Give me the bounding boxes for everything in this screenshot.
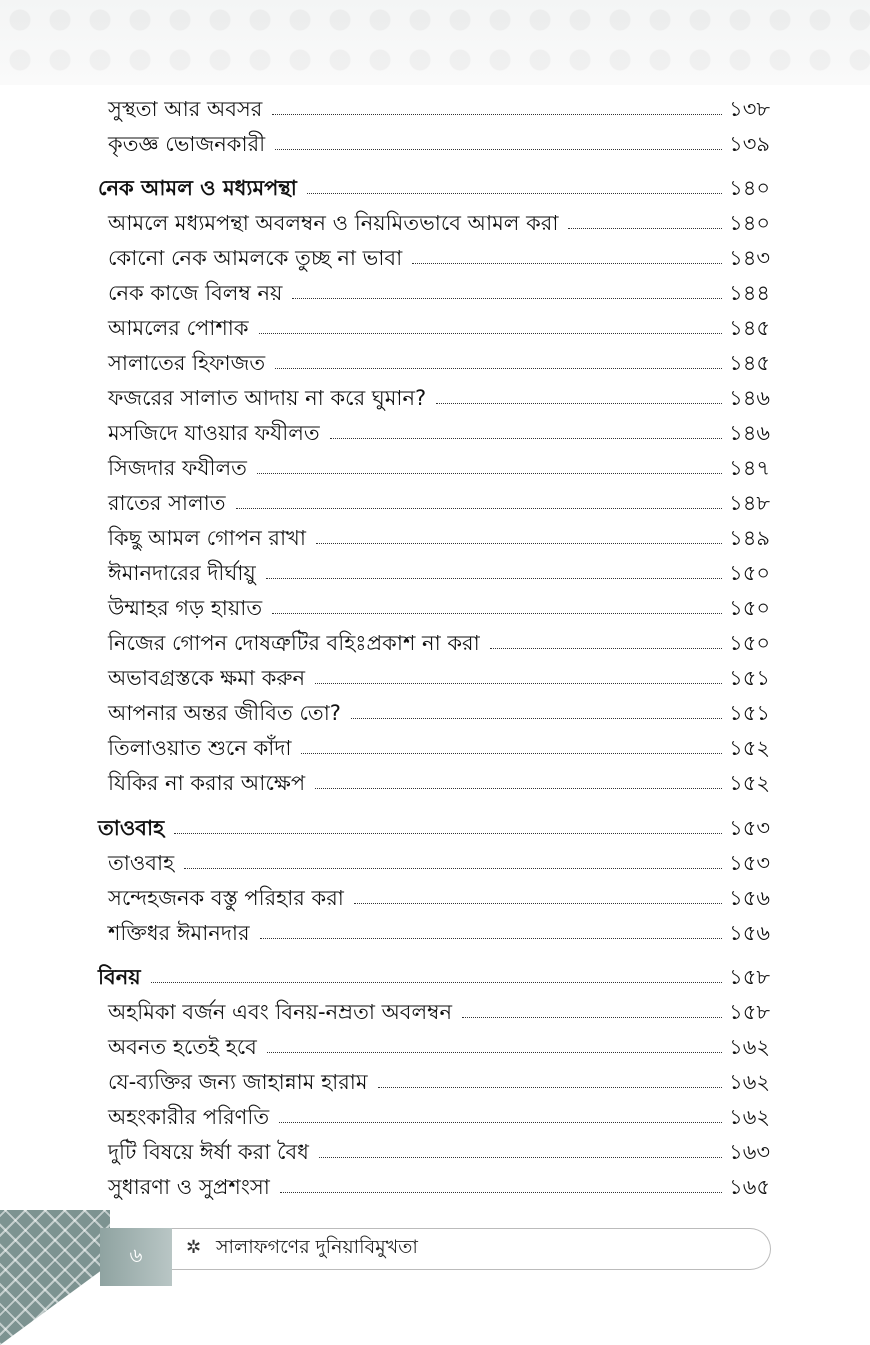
dot-leader xyxy=(259,333,722,334)
dot-leader xyxy=(257,473,722,474)
toc-entry-title: অবনত হতেই হবে xyxy=(108,1035,257,1059)
dot-leader xyxy=(151,982,722,983)
toc-page-number: ১৪৪ xyxy=(729,281,770,305)
toc-page-number: ১৫০ xyxy=(729,596,770,620)
toc-page-number: ১৫৩ xyxy=(729,851,770,875)
toc-page-number: ১৪৬ xyxy=(729,421,770,445)
page-footer xyxy=(0,1210,870,1345)
toc-entry-title: আপনার অন্তর জীবিত তো? xyxy=(108,701,341,725)
dot-leader xyxy=(412,263,722,264)
toc-entry-title: কিছু আমল গোপন রাখা xyxy=(108,526,306,550)
toc-entry-row[interactable] xyxy=(0,522,870,554)
toc-entry-row[interactable] xyxy=(0,277,870,309)
toc-page-number: ১৪০ xyxy=(729,176,770,200)
dot-leader xyxy=(354,903,722,904)
toc-entry-row[interactable] xyxy=(0,917,870,949)
dot-leader xyxy=(275,368,722,369)
toc-entry-row[interactable] xyxy=(0,312,870,344)
toc-entry-row[interactable] xyxy=(0,697,870,729)
toc-entry-row[interactable] xyxy=(0,627,870,659)
toc-entry-title: শক্তিধর ঈমানদার xyxy=(108,921,250,945)
toc-page-number: ১৫৬ xyxy=(729,886,770,910)
toc-page-number: ১৬৫ xyxy=(729,1175,770,1199)
toc-entry-title: সিজদার ফযীলত xyxy=(108,456,247,480)
toc-page-number: ১৬৩ xyxy=(729,1140,770,1164)
toc-entry-title: সন্দেহজনক বস্তু পরিহার করা xyxy=(108,886,344,910)
toc-entry-title: কোনো নেক আমলকে তুচ্ছ না ভাবা xyxy=(108,246,403,270)
toc-chapter-row[interactable] xyxy=(0,812,870,844)
toc-page-number: ১৫৮ xyxy=(729,1000,770,1024)
dot-leader xyxy=(568,228,722,229)
dot-leader xyxy=(266,578,722,579)
dot-leader xyxy=(275,149,722,150)
dot-leader xyxy=(462,1017,722,1018)
dot-leader xyxy=(315,788,722,789)
toc-entry-title: কৃতজ্ঞ ভোজনকারী xyxy=(108,132,266,156)
toc-page-number: ১৫২ xyxy=(729,736,770,760)
toc-entry-row[interactable] xyxy=(0,557,870,589)
dot-leader xyxy=(301,753,722,754)
toc-page-number: ১৪৬ xyxy=(729,386,770,410)
toc-chapter-row[interactable] xyxy=(0,172,870,204)
toc-page-number: ১৪৫ xyxy=(729,351,770,375)
toc-page-number: ১৫০ xyxy=(729,561,770,585)
toc-page-number: ১৬২ xyxy=(729,1035,770,1059)
toc-chapter-row[interactable] xyxy=(0,961,870,993)
toc-page-number: ১৪৭ xyxy=(729,456,770,480)
toc-entry-title: সুধারণা ও সুপ্রশংসা xyxy=(108,1175,270,1199)
toc-entry-row[interactable] xyxy=(0,207,870,239)
toc-entry-title: ঈমানদারের দীর্ঘায়ু xyxy=(108,561,256,585)
toc-entry-row[interactable] xyxy=(0,487,870,519)
dot-leader xyxy=(267,1052,722,1053)
dot-leader xyxy=(351,718,722,719)
dot-leader xyxy=(280,1192,722,1193)
toc-entry-title: অহমিকা বর্জন এবং বিনয়-নম্রতা অবলম্বন xyxy=(108,1000,453,1024)
dot-leader xyxy=(436,403,722,404)
ornament-icon xyxy=(186,1240,204,1258)
toc-page-number: ১৩৮ xyxy=(729,97,770,121)
toc-entry-title: তাওবাহ xyxy=(98,816,165,840)
toc-page-number: ১৫২ xyxy=(729,771,770,795)
toc-entry-row[interactable] xyxy=(0,417,870,449)
dot-leader xyxy=(272,114,722,115)
toc-page-number: ১৪৩ xyxy=(729,246,770,270)
toc-entry-title: তিলাওয়াত শুনে কাঁদা xyxy=(108,736,292,760)
dot-leader xyxy=(292,298,722,299)
toc-entry-title: অহংকারীর পরিণতি xyxy=(108,1105,270,1129)
toc-entry-row[interactable] xyxy=(0,996,870,1028)
dot-leader xyxy=(272,613,722,614)
toc-entry-title: মসজিদে যাওয়ার ফযীলত xyxy=(108,421,320,445)
toc-entry-title: দুটি বিষয়ে ঈর্ষা করা বৈধ xyxy=(108,1140,309,1164)
dot-leader xyxy=(378,1087,722,1088)
book-title: সালাফগণের দুনিয়াবিমুখতা xyxy=(216,1236,418,1258)
toc-entry-title: বিনয় xyxy=(98,965,141,989)
toc-entry-title: উম্মাহর গড় হায়াত xyxy=(108,596,263,620)
dot-leader xyxy=(307,193,722,194)
toc-page-number: ১৫৩ xyxy=(729,816,770,840)
toc-entry-title: আমলের পোশাক xyxy=(108,316,249,340)
toc-entry-row[interactable] xyxy=(0,592,870,624)
toc-entry-row[interactable] xyxy=(0,452,870,484)
dot-leader xyxy=(260,938,723,939)
toc-entry-row[interactable] xyxy=(0,1066,870,1098)
toc-entry-row[interactable] xyxy=(0,347,870,379)
toc-entry-title: তাওবাহ xyxy=(108,851,175,875)
toc-page-number: ১৪৯ xyxy=(729,526,770,550)
toc-page-number: ১৪৫ xyxy=(729,316,770,340)
toc-entry-row[interactable] xyxy=(0,662,870,694)
toc-entry-row[interactable] xyxy=(0,1031,870,1063)
toc-entry-title: যে-ব্যক্তির জন্য জাহান্নাম হারাম xyxy=(108,1070,368,1094)
toc-entry-title: অভাবগ্রস্তকে ক্ষমা করুন xyxy=(108,666,306,690)
dot-leader xyxy=(184,868,722,869)
dot-leader xyxy=(315,683,722,684)
toc-entry-row[interactable] xyxy=(0,1136,870,1168)
toc-entry-title: রাতের সালাত xyxy=(108,491,226,515)
toc-entry-row[interactable] xyxy=(0,732,870,764)
dot-leader xyxy=(279,1122,722,1123)
toc-page-number: ১৪৮ xyxy=(729,491,770,515)
toc-page-number: ১৩৯ xyxy=(729,132,770,156)
toc-entry-title: নেক কাজে বিলম্ব নয় xyxy=(108,281,283,305)
toc-entry-row[interactable] xyxy=(0,93,870,125)
toc-entry-title: সালাতের হিফাজত xyxy=(108,351,266,375)
toc-entry-title: নেক আমল ও মধ্যমপন্থা xyxy=(98,176,297,200)
dot-leader xyxy=(174,833,722,834)
toc-entry-row[interactable] xyxy=(0,1171,870,1203)
toc-page-number: ১৪০ xyxy=(729,211,770,235)
toc-entry-title: সুস্থতা আর অবসর xyxy=(108,97,263,121)
dot-leader xyxy=(490,648,722,649)
toc-entry-row[interactable] xyxy=(0,382,870,414)
running-title-bar xyxy=(172,1228,771,1270)
toc-entry-row[interactable] xyxy=(0,128,870,160)
toc-entry-row[interactable] xyxy=(0,1101,870,1133)
toc-page-number: ১৬২ xyxy=(729,1070,770,1094)
toc-page-number: ১৫১ xyxy=(729,666,770,690)
dot-leader xyxy=(330,438,722,439)
toc-page-number: ১৫০ xyxy=(729,631,770,655)
dot-leader xyxy=(316,543,722,544)
toc-entry-row[interactable] xyxy=(0,242,870,274)
toc-entry-title: আমলে মধ্যমপন্থা অবলম্বন ও নিয়মিতভাবে আমল করা xyxy=(108,211,559,235)
toc-entry-title: ফজরের সালাত আদায় না করে ঘুমান? xyxy=(108,386,427,410)
dot-leader xyxy=(319,1157,722,1158)
toc-page-number: ১৫৮ xyxy=(729,965,770,989)
toc-entry-title: যিকির না করার আক্ষেপ xyxy=(108,771,306,795)
toc-entry-title: নিজের গোপন দোষত্রুটির বহিঃপ্রকাশ না করা xyxy=(108,631,480,655)
page-number: ৬ xyxy=(100,1228,172,1286)
dot-leader xyxy=(236,508,722,509)
footer-pattern xyxy=(0,1210,110,1345)
toc-entry-row[interactable] xyxy=(0,882,870,914)
toc-page-number: ১৫১ xyxy=(729,701,770,725)
toc-entry-row[interactable] xyxy=(0,847,870,879)
toc-entry-row[interactable] xyxy=(0,767,870,799)
toc-page-number: ১৬২ xyxy=(729,1105,770,1129)
toc-page-number: ১৫৬ xyxy=(729,921,770,945)
